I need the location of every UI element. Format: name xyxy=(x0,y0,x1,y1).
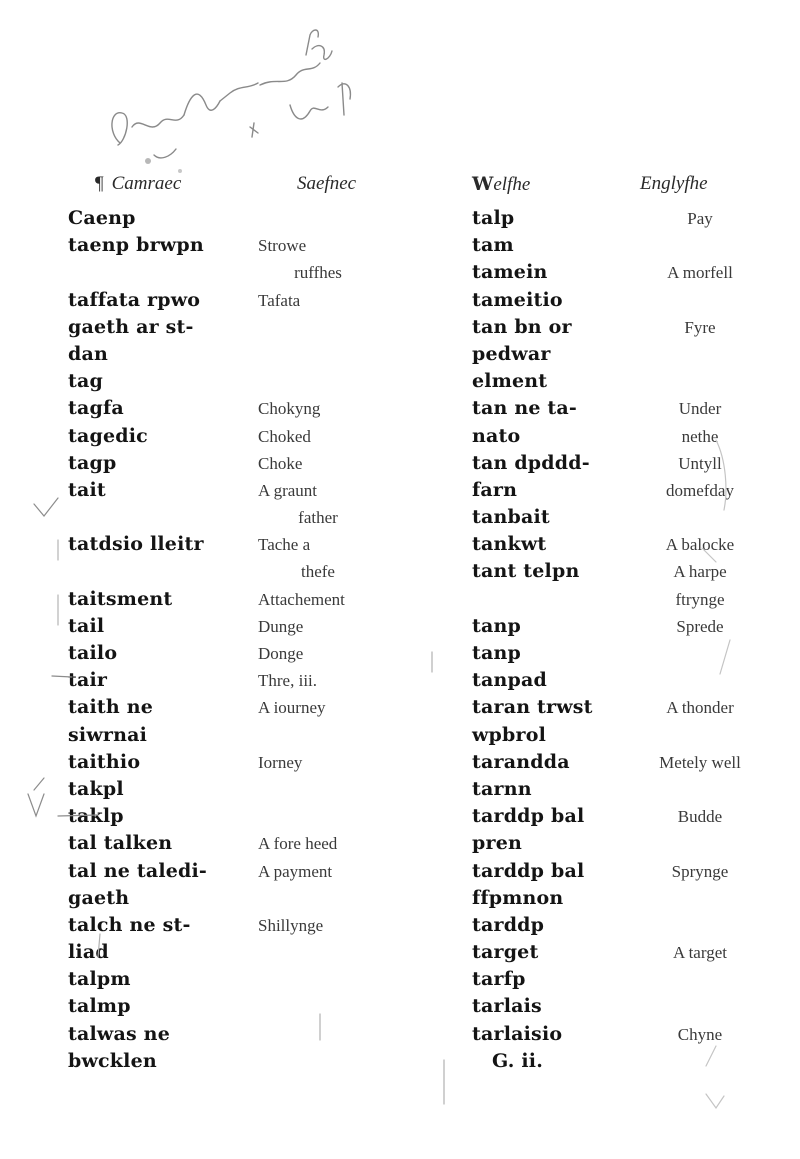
entry-welfhe: tarfp xyxy=(472,968,526,991)
entry-welsh xyxy=(68,259,207,286)
entry-welfhe: tan dpddd- xyxy=(472,451,590,474)
column-welfhe xyxy=(472,205,593,1075)
entry-welfhe: tameitio xyxy=(472,288,563,311)
pilcrow-icon: ¶ xyxy=(95,173,104,194)
header-saefnec: Saefnec xyxy=(297,173,357,194)
entry-saefnec: A graunt xyxy=(258,480,318,500)
entry-welsh: takpl xyxy=(68,777,124,800)
entry-englyfhe xyxy=(620,885,780,912)
entry-englyfhe: A target xyxy=(673,943,727,963)
entry-welsh: tatdsio lleitr xyxy=(68,533,204,556)
entry-englyfhe xyxy=(620,1048,780,1075)
column-camraec xyxy=(68,205,207,1075)
entry-welsh: liad xyxy=(68,941,109,964)
entry-englyfhe xyxy=(620,722,780,749)
entry-welsh: dan xyxy=(68,342,109,365)
entry-welfhe: tant telpn xyxy=(472,560,580,583)
entry-welsh: Caenp xyxy=(68,207,136,229)
entry-welfhe: tarandda xyxy=(472,750,570,773)
entry-englyfhe xyxy=(620,912,780,939)
entry-englyfhe xyxy=(620,830,780,857)
column-englyfhe xyxy=(620,205,780,1075)
entry-welfhe: ffpmnon xyxy=(472,886,564,909)
entry-englyfhe xyxy=(620,667,780,694)
entry-welsh: taklp xyxy=(68,805,124,828)
entry-welfhe: tanpad xyxy=(472,669,547,692)
entry-saefnec: Strowe xyxy=(258,236,307,256)
entry-welsh: tagp xyxy=(68,451,117,474)
entry-englyfhe: nethe xyxy=(681,426,719,446)
entry-welsh: tagfa xyxy=(68,397,124,420)
entry-englyfhe: Fyre xyxy=(684,317,716,337)
entry-saefnec xyxy=(258,314,378,341)
entry-englyfhe: Chyne xyxy=(677,1024,723,1044)
entry-saefnec: ruffhes xyxy=(294,263,342,283)
entry-englyfhe xyxy=(620,993,780,1020)
entry-welsh: taenp brwpn xyxy=(68,234,204,257)
entry-welsh: talpm xyxy=(68,968,131,991)
entry-welfhe: tamein xyxy=(472,261,548,284)
entry-saefnec: Dunge xyxy=(258,616,304,636)
entry-welfhe: nato xyxy=(472,424,521,447)
entry-saefnec xyxy=(258,1021,378,1048)
entry-englyfhe xyxy=(620,341,780,368)
entry-welsh: taith ne xyxy=(68,696,154,719)
entry-saefnec: Choke xyxy=(258,453,303,473)
entry-saefnec: Thre, iii. xyxy=(258,671,318,691)
entry-welfhe: tam xyxy=(472,234,514,257)
entry-welfhe: elment xyxy=(472,370,548,393)
entry-welsh: tail xyxy=(68,614,105,637)
entry-welfhe: tarddp bal xyxy=(472,805,585,828)
entry-englyfhe xyxy=(620,504,780,531)
entry-welsh: tag xyxy=(68,370,103,393)
entry-englyfhe: Sprynge xyxy=(671,861,729,881)
entry-saefnec: Choked xyxy=(258,426,311,446)
entry-welsh: taithio xyxy=(68,750,141,773)
entry-englyfhe: Pay xyxy=(687,209,713,228)
entry-englyfhe xyxy=(620,368,780,395)
entry-welfhe: target xyxy=(472,941,539,964)
entry-saefnec: Shillynge xyxy=(258,915,324,935)
header-englyfhe: Englyfhe xyxy=(640,173,708,194)
entry-saefnec xyxy=(258,341,378,368)
entry-saefnec xyxy=(258,939,378,966)
entry-welsh: siwrnai xyxy=(68,723,148,746)
entry-welfhe: tanp xyxy=(472,642,521,664)
entry-saefnec xyxy=(258,722,378,749)
entry-englyfhe: Sprede xyxy=(676,616,724,636)
entry-welsh: talwas ne xyxy=(68,1022,170,1045)
entry-saefnec: Tafata xyxy=(258,290,301,310)
entry-englyfhe xyxy=(620,287,780,314)
entry-englyfhe xyxy=(620,640,780,667)
handwritten-scribble xyxy=(80,15,380,175)
entry-englyfhe: ftrynge xyxy=(675,589,725,609)
entry-saefnec xyxy=(258,966,378,993)
entry-saefnec: father xyxy=(298,508,338,528)
entry-welsh: taitsment xyxy=(68,587,173,610)
entry-welfhe: farn xyxy=(472,478,518,501)
entry-welfhe: tan ne ta- xyxy=(472,397,578,420)
entry-welsh: tair xyxy=(68,669,108,692)
catchword: G. ii. xyxy=(492,1049,544,1072)
entry-welsh: tal ne taledi- xyxy=(68,859,208,882)
entry-welsh: talch ne st- xyxy=(68,913,191,936)
entry-welfhe: tankwt xyxy=(472,533,547,556)
entry-saefnec xyxy=(258,1048,378,1075)
entry-saefnec xyxy=(258,368,378,395)
header-camraec: ¶ Camraec xyxy=(95,173,182,194)
entry-englyfhe xyxy=(620,776,780,803)
entry-welsh: tailo xyxy=(68,642,118,664)
entry-saefnec xyxy=(258,776,378,803)
entry-welfhe: tarlais xyxy=(472,995,542,1018)
entry-welsh: tagedic xyxy=(68,424,148,447)
entry-englyfhe: Metely well xyxy=(659,752,741,772)
entry-welfhe: tanp xyxy=(472,614,521,637)
entry-saefnec: thefe xyxy=(301,562,335,582)
entry-saefnec xyxy=(258,803,378,830)
header-welfhe: Welfhe xyxy=(472,173,531,195)
entry-welsh xyxy=(68,504,207,531)
entry-welsh xyxy=(68,558,207,585)
entry-welsh: tal talken xyxy=(68,832,173,855)
entry-welfhe: tarlaisio xyxy=(472,1022,563,1045)
entry-welsh: talmp xyxy=(68,995,131,1018)
entry-welfhe: taran trwst xyxy=(472,696,593,719)
entry-welfhe: wpbrol xyxy=(472,723,547,746)
entry-welsh: taffata rpwo xyxy=(68,288,201,311)
entry-saefnec: A iourney xyxy=(258,698,326,718)
entry-englyfhe xyxy=(620,966,780,993)
entry-englyfhe: Under xyxy=(678,399,722,419)
entry-welsh: bwcklen xyxy=(68,1049,157,1072)
entry-saefnec: Tache a xyxy=(258,535,311,555)
entry-saefnec: A fore heed xyxy=(258,834,338,854)
entry-saefnec xyxy=(258,993,378,1020)
entry-englyfhe: A morfell xyxy=(667,263,733,283)
entry-welfhe: tarnn xyxy=(472,777,532,800)
entry-welfhe: pren xyxy=(472,832,522,855)
entry-englyfhe: A harpe xyxy=(673,562,727,582)
entry-welsh: gaeth xyxy=(68,886,130,909)
entry-saefnec: Attachement xyxy=(258,589,345,609)
entry-englyfhe xyxy=(620,232,780,259)
entry-welfhe: tarddp bal xyxy=(472,859,585,882)
entry-saefnec: Chokyng xyxy=(258,399,321,419)
entry-welfhe: pedwar xyxy=(472,342,551,365)
entry-welfhe: tarddp xyxy=(472,913,545,936)
entry-welfhe: talp xyxy=(472,207,515,229)
entry-saefnec: Iorney xyxy=(258,752,303,772)
column-saefnec xyxy=(258,205,378,1075)
entry-englyfhe: Budde xyxy=(677,807,723,827)
entry-englyfhe: Untyll xyxy=(678,453,722,473)
entry-welfhe: tanbait xyxy=(472,506,550,529)
entry-saefnec: A payment xyxy=(258,861,333,881)
entry-saefnec xyxy=(258,885,378,912)
entry-saefnec xyxy=(258,205,378,232)
entry-saefnec: Donge xyxy=(258,644,304,663)
entry-englyfhe: A balocke xyxy=(665,535,735,555)
entry-welfhe: tan bn or xyxy=(472,315,572,338)
entry-englyfhe: A thonder xyxy=(666,698,734,718)
entry-englyfhe: domefday xyxy=(666,480,734,500)
entry-welfhe xyxy=(472,586,593,613)
entry-welsh: tait xyxy=(68,478,106,501)
entry-welsh: gaeth ar st- xyxy=(68,315,194,338)
